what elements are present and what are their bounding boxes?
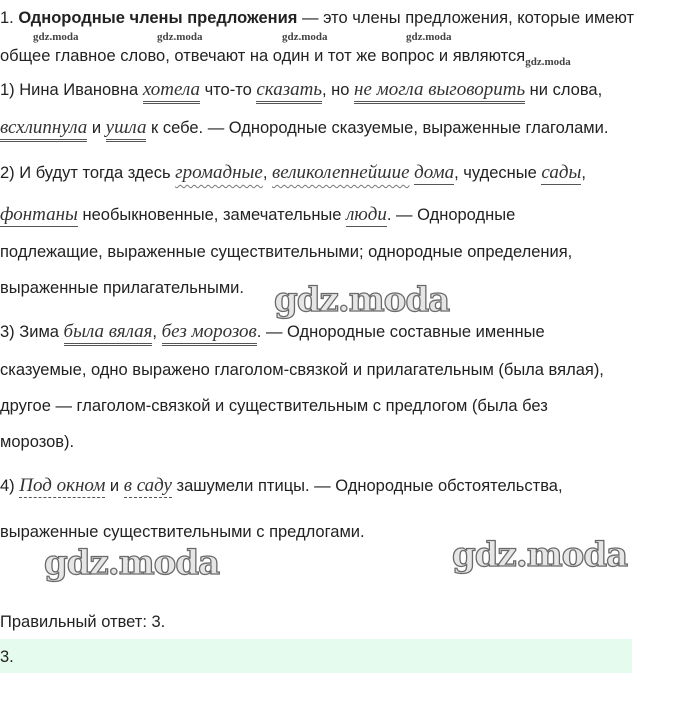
example-text: , но xyxy=(321,81,355,99)
watermark-small: gdz.moda xyxy=(406,31,452,43)
definition-line-2 xyxy=(0,46,571,68)
correct-answer-label: Правильный ответ: 3. xyxy=(0,613,166,631)
answer-value: 3. xyxy=(0,648,14,666)
example-text: 1) Нина Ивановна xyxy=(0,81,143,99)
adverbial-word: Под окном xyxy=(19,475,106,496)
example-text: 4) xyxy=(0,477,20,495)
example-3-line-2: сказуемые, одно выражено глаголом-связкой и прилагательным (была вялая), xyxy=(0,361,604,379)
example-text: что-то xyxy=(199,81,257,99)
watermark-small: gdz.moda xyxy=(525,56,571,68)
example-text: 3) Зима xyxy=(0,323,64,341)
watermark-small: gdz.moda xyxy=(157,31,203,43)
example-text: и xyxy=(105,477,124,495)
example-text: к себе. — Однородные сказуемые, выраженные глаголами. xyxy=(146,119,609,137)
watermark-small: gdz.moda xyxy=(33,31,79,43)
predicate-word: была вялая xyxy=(64,321,153,346)
example-text: ни слова, xyxy=(525,81,603,99)
subject-word: люди xyxy=(346,204,387,225)
item-number: 1. xyxy=(0,9,19,27)
example-2-line-2 xyxy=(0,205,515,225)
example-1-line-1 xyxy=(0,80,602,100)
example-1-line-2 xyxy=(0,118,608,138)
watermark-large: gdz.moda xyxy=(274,280,450,320)
punctuation: , xyxy=(262,164,272,182)
example-4-line-2: выраженные существительными с предлогами. xyxy=(0,523,365,541)
example-4-line-1 xyxy=(0,476,563,496)
definition-text: общее главное слово, отвечают на один и тот же вопрос и являются xyxy=(0,47,526,65)
adverbial-word: в саду xyxy=(123,475,172,496)
answer-box xyxy=(0,639,632,673)
watermark-large: gdz.moda xyxy=(452,535,628,575)
term: Однородные члены предложения xyxy=(18,9,298,27)
predicate-word: ушла xyxy=(106,117,147,142)
example-text: , чудесные xyxy=(454,164,542,182)
example-2-line-4: выраженные прилагательными. xyxy=(0,279,244,297)
watermark-small: gdz.moda xyxy=(282,31,328,43)
subject-word: дома xyxy=(414,162,455,183)
subject-word: сады xyxy=(541,162,582,183)
subject-word: фонтаны xyxy=(0,204,78,225)
example-3-line-1 xyxy=(0,322,545,342)
example-3-line-3: другое — глаголом-связкой и существительным с предлогом (была без xyxy=(0,397,548,415)
attribute-word: великолепнейшие xyxy=(272,162,410,183)
example-text: 2) И будут тогда здесь xyxy=(0,164,176,182)
predicate-word: всхлипнула xyxy=(0,117,87,142)
example-text: и xyxy=(87,119,106,137)
predicate-word: не могла выговорить xyxy=(354,79,525,104)
example-text: зашумели птицы. — Однородные обстоятельства, xyxy=(171,477,563,495)
definition-line-1 xyxy=(0,8,634,28)
predicate-word: без морозов xyxy=(162,321,257,346)
predicate-word: хотела xyxy=(143,79,200,104)
example-2-line-3: подлежащие, выраженные существительными; однородные определения, xyxy=(0,243,573,261)
example-3-line-4: морозов). xyxy=(0,433,75,451)
example-text: необыкновенные, замечательные xyxy=(77,206,347,224)
example-2-line-1 xyxy=(0,163,586,183)
attribute-word: громадные xyxy=(175,162,263,183)
predicate-word: сказать xyxy=(256,79,322,104)
example-text: . — Однородные xyxy=(386,206,516,224)
example-text: . — Однородные составные именные xyxy=(256,323,545,341)
punctuation: , xyxy=(152,323,162,341)
definition-text: — это члены предложения, которые имеют xyxy=(297,9,635,27)
punctuation: , xyxy=(581,164,586,182)
watermark-large: gdz.moda xyxy=(44,543,220,583)
